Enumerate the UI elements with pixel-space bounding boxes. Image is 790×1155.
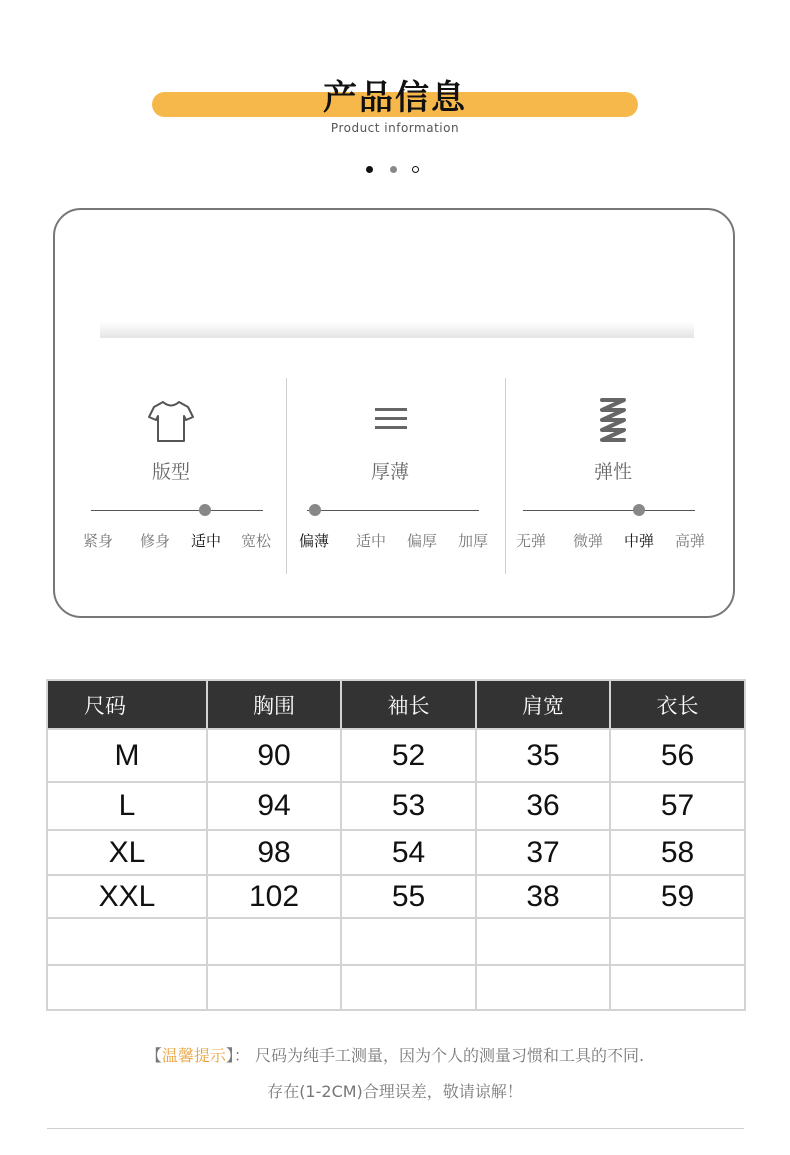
elasticity-scale-track bbox=[523, 510, 695, 511]
table-cell bbox=[476, 965, 610, 1010]
fit-scale-track bbox=[91, 510, 263, 511]
column-header-size: 尺码 bbox=[47, 680, 207, 729]
table-cell: 90 bbox=[207, 729, 341, 782]
table-row bbox=[47, 875, 745, 918]
pager-dot-1 bbox=[366, 166, 373, 173]
pager-dot-2 bbox=[390, 166, 397, 173]
table-cell bbox=[47, 965, 207, 1010]
column-divider bbox=[286, 378, 287, 574]
table-cell: L bbox=[47, 782, 207, 830]
column-header-chest: 胸围 bbox=[207, 680, 341, 729]
table-cell bbox=[207, 965, 341, 1010]
fit-option-selected: 适中 bbox=[190, 532, 221, 550]
table-cell: 57 bbox=[610, 782, 745, 830]
table-row bbox=[47, 830, 745, 875]
page-subtitle: Product information bbox=[330, 121, 460, 135]
size-chart-table bbox=[46, 679, 746, 1011]
table-cell: 59 bbox=[610, 875, 745, 918]
fit-scale-indicator bbox=[199, 504, 211, 516]
table-cell: 102 bbox=[207, 875, 341, 918]
table-cell: 56 bbox=[610, 729, 745, 782]
column-header-shoulder: 肩宽 bbox=[476, 680, 610, 729]
thickness-option-selected: 偏薄 bbox=[298, 532, 329, 550]
table-cell: 58 bbox=[610, 830, 745, 875]
table-row bbox=[47, 782, 745, 830]
note-text: ： 尺码为纯手工测量，因为个人的测量习惯和工具的不同. bbox=[233, 1046, 645, 1065]
note-bracket-close: 】 bbox=[225, 1046, 234, 1065]
property-label-fit: 版型 bbox=[151, 461, 190, 483]
table-cell bbox=[610, 965, 745, 1010]
thickness-option: 适中 bbox=[355, 532, 386, 550]
page-title: 产品信息 bbox=[323, 78, 467, 118]
table-cell: M bbox=[47, 729, 207, 782]
table-cell: 53 bbox=[341, 782, 476, 830]
elasticity-option: 高弹 bbox=[674, 532, 705, 550]
thickness-option: 加厚 bbox=[457, 532, 488, 550]
table-cell: 94 bbox=[207, 782, 341, 830]
table-cell bbox=[207, 918, 341, 965]
table-cell: XL bbox=[47, 830, 207, 875]
fit-option: 修身 bbox=[139, 532, 170, 550]
thickness-option: 偏厚 bbox=[406, 532, 437, 550]
table-cell: 35 bbox=[476, 729, 610, 782]
table-cell: 52 bbox=[341, 729, 476, 782]
table-cell bbox=[610, 918, 745, 965]
measurement-note bbox=[0, 1043, 790, 1066]
table-cell bbox=[476, 918, 610, 965]
note-highlight: 温馨提示 bbox=[161, 1046, 226, 1065]
thickness-scale-indicator bbox=[309, 504, 321, 516]
layers-icon bbox=[366, 396, 416, 446]
table-row bbox=[47, 918, 745, 965]
elasticity-scale-indicator bbox=[633, 504, 645, 516]
column-header-length: 衣长 bbox=[610, 680, 745, 729]
elasticity-option-selected: 中弹 bbox=[623, 532, 654, 550]
table-cell bbox=[341, 965, 476, 1010]
card-shelf-shadow bbox=[100, 322, 694, 338]
table-cell: 37 bbox=[476, 830, 610, 875]
note-bracket-open: 【 bbox=[145, 1046, 162, 1065]
table-cell: 98 bbox=[207, 830, 341, 875]
table-row bbox=[47, 965, 745, 1010]
thickness-scale-track bbox=[307, 510, 479, 511]
fit-option: 紧身 bbox=[82, 532, 113, 550]
table-cell: 38 bbox=[476, 875, 610, 918]
table-cell: XXL bbox=[47, 875, 207, 918]
table-cell bbox=[341, 918, 476, 965]
tshirt-icon bbox=[146, 396, 196, 446]
table-row bbox=[47, 729, 745, 782]
pager-dot-3 bbox=[412, 166, 419, 173]
table-cell: 36 bbox=[476, 782, 610, 830]
measurement-note-line2: 存在(1-2CM)合理误差，敬请谅解！ bbox=[267, 1082, 523, 1101]
fit-option: 宽松 bbox=[240, 532, 271, 550]
table-cell: 55 bbox=[341, 875, 476, 918]
property-label-elasticity: 弹性 bbox=[593, 461, 632, 483]
spring-icon bbox=[588, 396, 638, 446]
property-label-thickness: 厚薄 bbox=[370, 461, 409, 483]
bottom-divider bbox=[47, 1128, 744, 1129]
elasticity-option: 无弹 bbox=[515, 532, 546, 550]
column-header-sleeve: 袖长 bbox=[341, 680, 476, 729]
table-header-row bbox=[47, 680, 745, 729]
table-cell: 54 bbox=[341, 830, 476, 875]
table-cell bbox=[47, 918, 207, 965]
elasticity-option: 微弹 bbox=[572, 532, 603, 550]
